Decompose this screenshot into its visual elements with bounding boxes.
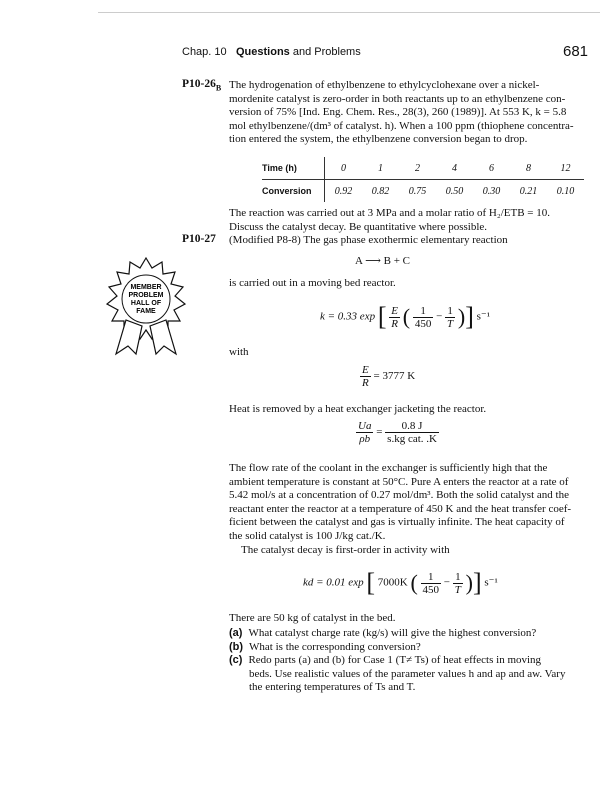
problem-id-p10-26: $P10-26_B$	[182, 78, 222, 93]
section-title: Questions and Problems	[236, 46, 361, 58]
decay-line: The catalyst decay is first-order in activity with	[241, 544, 450, 556]
coolant-paragraph: The flow rate of the coolant in the exchanger is sufficiently high that the ambient temperature is constant at 50°C. Pure A enters the reactor at a rate of 5.42 mol/s at a concentration of 0.27 mol/dm³. Both the solid catalyst and the reactant enter the reactor at a temperature of 450 K and the heat transfer coef- ficient between the catalyst and gas is virtually infinite. The heat capacity of the solid catalyst is 100 J/kg cat./K.	[229, 462, 572, 542]
table-row: Conversion 0.92 0.82 0.75 0.50 0.30 0.21 0.10	[262, 180, 584, 203]
problem-p10-26-text: The hydrogenation of ethylbenzene to ethylcyclohexane over a nickel- mordenite catalyst is zero-order in both reactants up to an ethylbenzene con- version of 75% [Ind. Eng. Chem. Res., 28(3), 260 (1989)]. At 553 K, k = 5.8 mol ethylbenzene/(dm³ of catalyst. h). When a 100 ppm (thiophene concentra- tion entered the system, the ethylbenzene conversion began to drop.	[229, 79, 574, 146]
page-number: 681	[563, 43, 589, 60]
catalyst-amount-line: There are 50 kg of catalyst in the bed.	[229, 612, 396, 624]
conversion-header: Conversion	[262, 180, 325, 203]
moving-bed-line: is carried out in a moving bed reactor.	[229, 277, 396, 289]
list-item: (b) What is the corresponding conversion?	[229, 640, 421, 653]
ribbon-icon	[100, 256, 192, 356]
heat-transfer-equation: $\frac{Ua}{\rho b}$ = $\frac{0.8 J}{\text{s.kg cat. .K}}$	[358, 420, 437, 445]
running-header	[0, 43, 616, 66]
top-rule	[98, 12, 600, 13]
decay-constant-equation: kd = 0.01 exp [ 7000K ( $\frac{1}{450}$ − $\frac{1}{T}$ )] s⁻¹	[303, 568, 498, 597]
problem-p10-27-intro: (Modified P8-8) The gas phase exothermic elementary reaction	[229, 234, 508, 246]
heat-removal-line: Heat is removed by a heat exchanger jacketing the reactor.	[229, 403, 487, 415]
problem-p10-26-after: The reaction was carried out at 3 MPa and a molar ratio of H₂/ETB = 10. Discuss the catalyst decay. Be quantitative where possible.	[229, 207, 550, 233]
hall-of-fame-ribbon	[100, 256, 192, 361]
parts-list: (a) What catalyst charge rate (kg/s) will give the highest conversion? (b) What is the corresponding conversion? (c) Redo parts (a) and (b) for Case 1 (T≠ Ts) of heat effects in moving beds. Use realistic values of the parameter values h and ap and aw. Vary the entering temperatures of Ts and T.	[229, 627, 587, 695]
ribbon-text-2: PROBLEM	[128, 292, 164, 299]
decay-data-table	[262, 157, 584, 202]
ribbon-text-4: FAME	[136, 308, 156, 315]
chapter-label: Chap. 10	[182, 46, 227, 58]
list-item: (c) Redo parts (a) and (b) for Case 1 (T≠ Ts) of heat effects in moving	[229, 654, 542, 667]
activation-ratio-equation: $\frac{E}{R}$ = 3777 K	[362, 364, 416, 389]
ribbon-text-1: MEMBER	[130, 284, 162, 291]
with-label: with	[229, 346, 249, 358]
problem-id-p10-27: P10-27	[182, 233, 216, 245]
rate-constant-equation: k = 0.33 exp [ $\frac{E}{R}$ ( $\frac{1}{450}$ − $\frac{1}{T}$ )] s⁻¹	[320, 302, 491, 331]
ribbon-text-3: HALL OF	[130, 300, 162, 307]
list-item: (a) What catalyst charge rate (kg/s) will give the highest conversion?	[229, 627, 537, 639]
table-row: Time (h) 0 1 2 4 6 8 12	[262, 157, 584, 180]
time-header: Time (h)	[262, 157, 325, 180]
reaction-equation: A ⟶ B + C	[355, 255, 410, 267]
